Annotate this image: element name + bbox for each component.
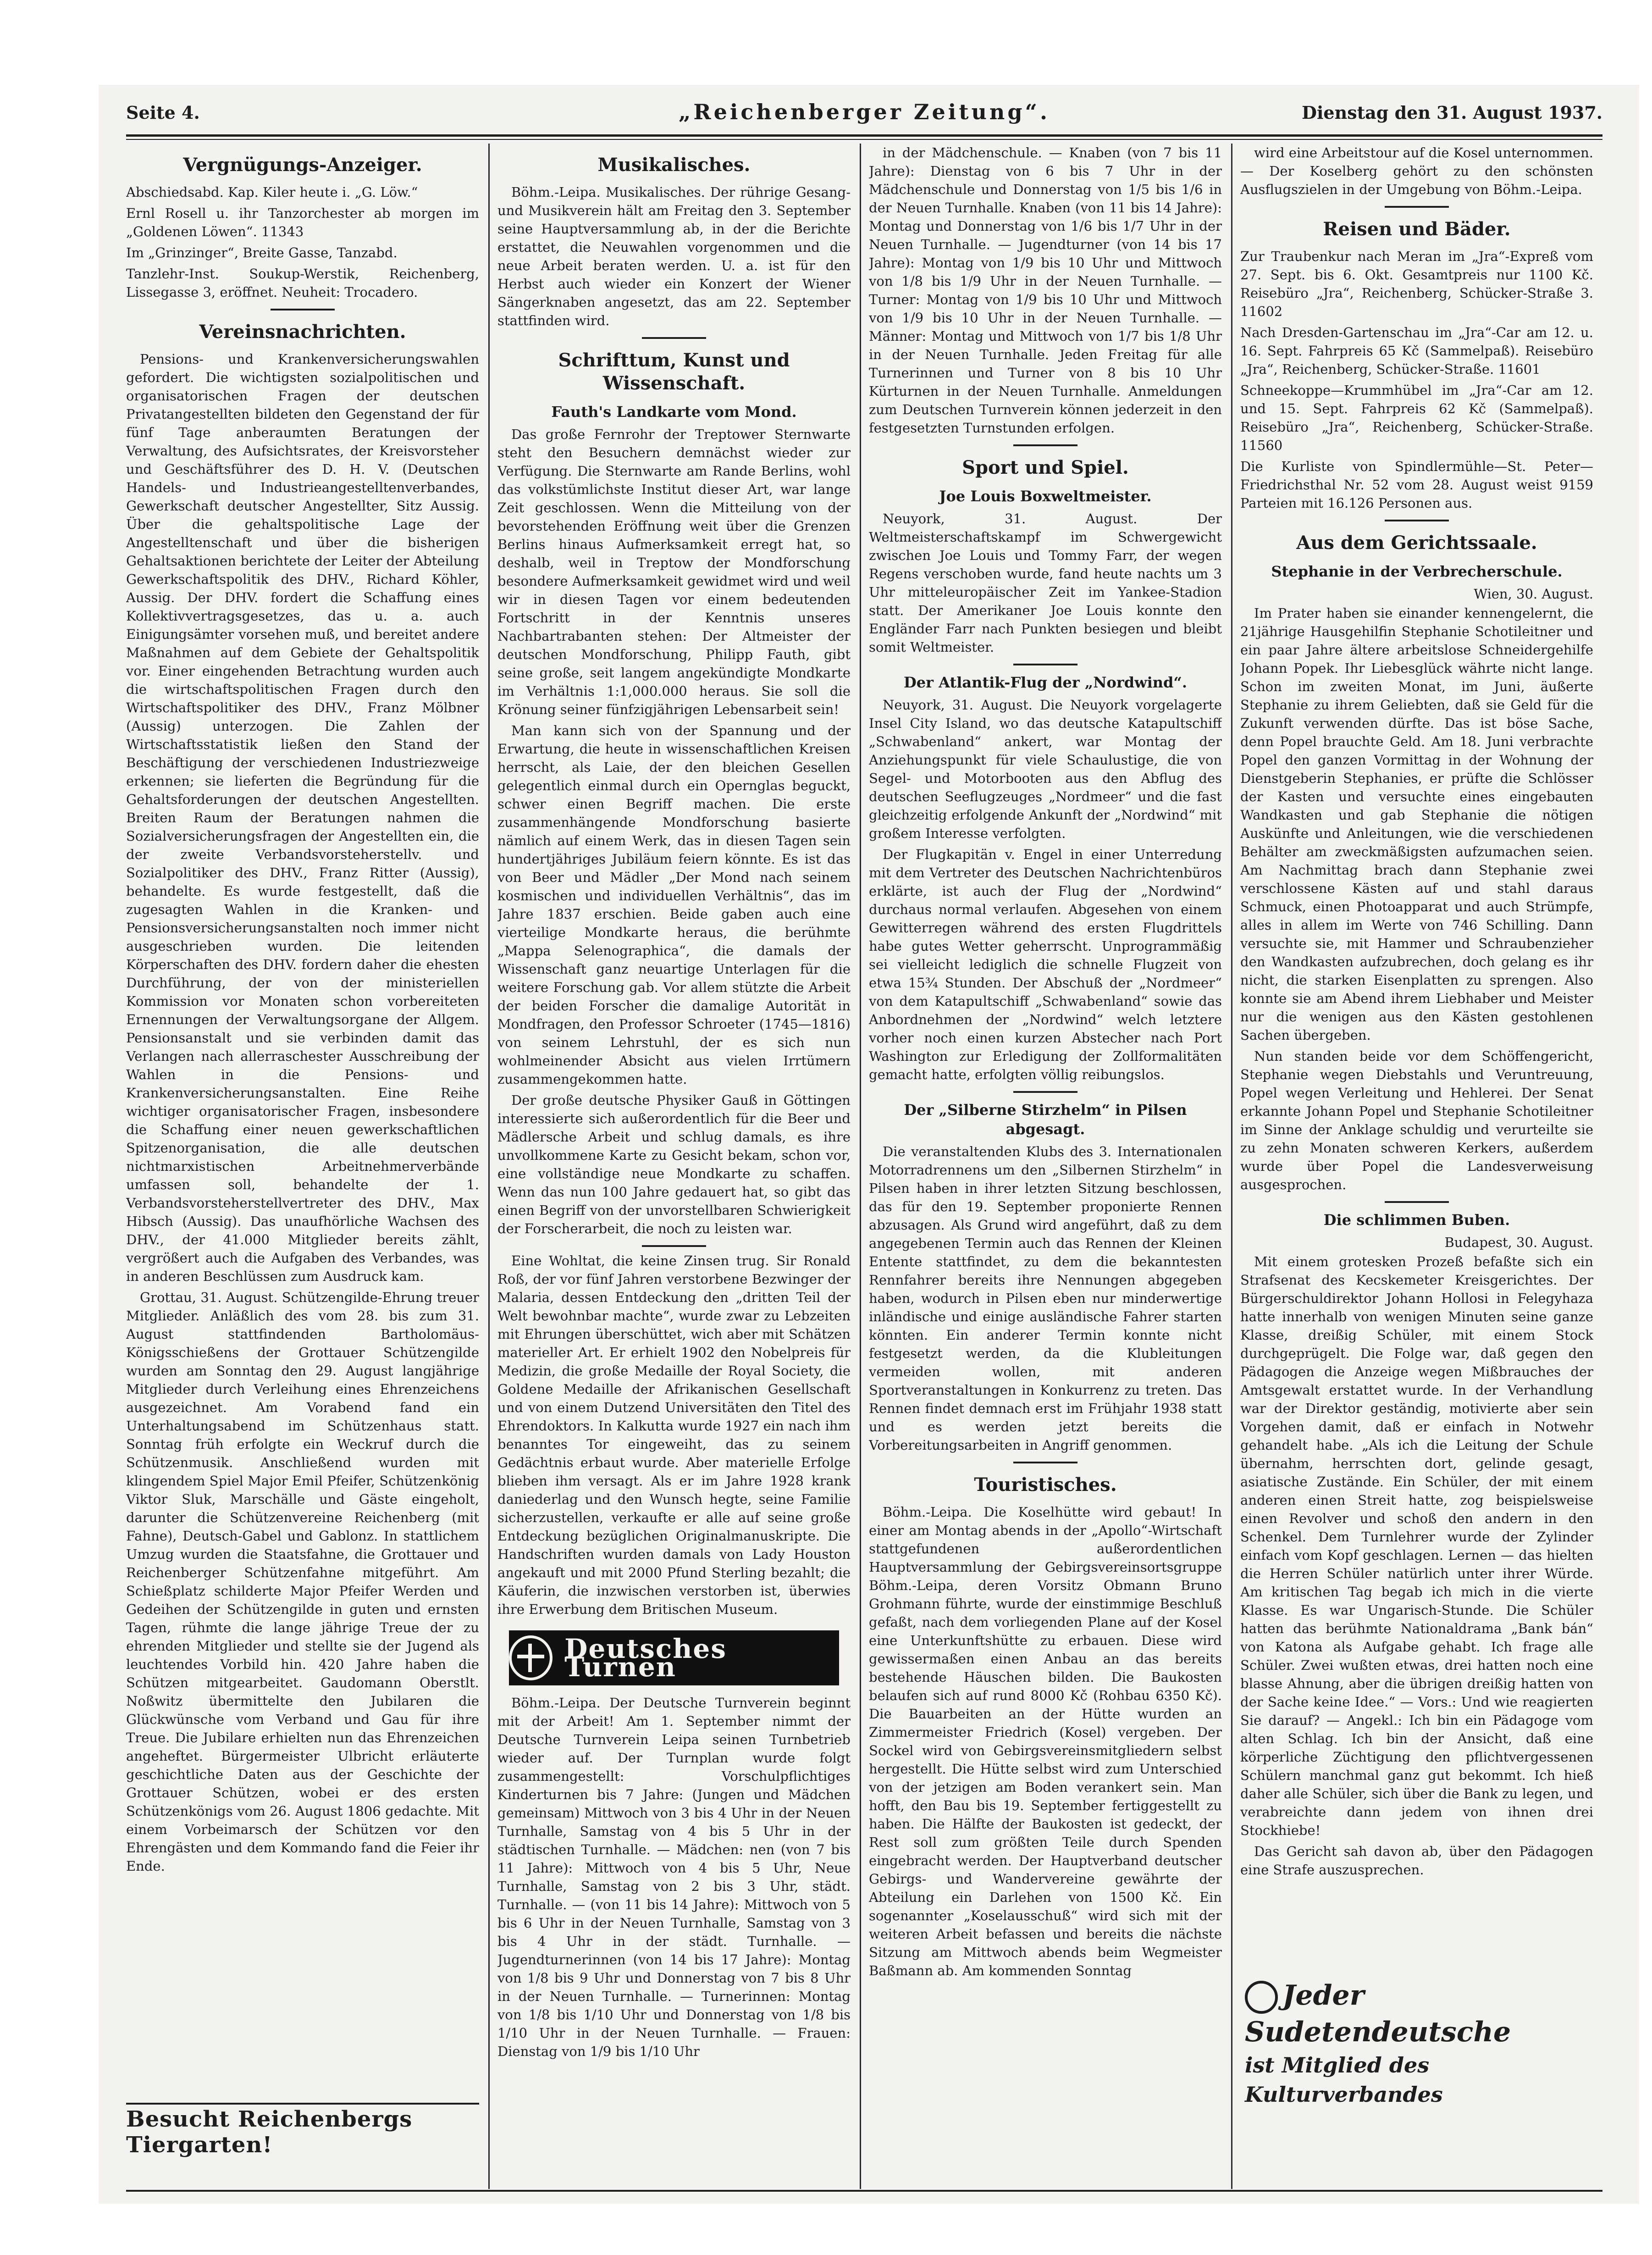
banner-title: Deutsches Turnen <box>564 1633 727 1683</box>
section-separator <box>642 337 706 339</box>
page-number: Seite 4. <box>126 102 200 123</box>
article-paragraph: Grottau, 31. August. Schützengilde-Ehrung treuer Mitglieder. Anläßlich des vom 28. bis zum 31. August stattfindenden Bartholomäus-Königsschießens der Grottauer Schützengilde wurden am Sonntag den 29. August langjährige Mitglieder durch Verleihung eines Ehrenzeichens ausgezeichnet. Am Vorabend fand ein Unterhaltungsabend im Schützenhaus statt. Sonntag früh erfolgte ein Weckruf durch die Schützenmusik. Anschließend wurden mit klingendem Spiel Major Emil Pfeifer, Schützenkönig Viktor Sluk, Marschälle und Gäste eingeholt, darunter die Schützenvereine Reichenberg (mit Fahne), Deutsch-Gabel und Gablonz. In stattlichem Umzug wurden die Staatsfahne, die Grottauer und Reichenberger Schützenfahne mitgeführt. Am Schießplatz schilderte Major Pfeifer Werden und Gedeihen der Schützengilde in guten und ernsten Tagen, rühmte die lange jährige Treue der zu ehrenden Mitglieder und stellte sie der Jugend als leuchtendes Vorbild hin. 420 Jahre haben die Schützen mitgearbeitet. Gaudomann Oberstlt. Noßwitz übermittelte den Jubilaren die Glückwünsche vom Verband und Gau für ihre Treue. Die Jubilare erhielten nun das Ehrenzeichen angeheftet. Bürgermeister Ulbricht erläuterte geschichtliche Daten aus der Geschichte der Grottauer Schützen, wobei er des ersten Schützenkönigs vom 26. August 1806 gedachte. Mit einem Vorbeimarsch der Schützen vor den Ehrengästen und dem Kommando fand die Feier ihr Ende. <box>126 1290 479 1874</box>
section-heading-sport: Sport und Spiel. <box>962 457 1129 478</box>
column-1 <box>126 144 479 2189</box>
column-divider <box>1231 144 1232 2189</box>
article-paragraph: Die veranstaltenden Klubs des 3. Internationalen Motorradrennens um den „Silbernen Stirzhelm“ in Pilsen haben in ihrer letzten Sitzung beschlossen, das für den 19. September proponierte Rennen abzusagen. Als Grund wird angeführt, daß zu dem angegebenen Termin auch das Rennen der Kleinen Entente stattfindet, zu dem die bekanntesten Rennfahrer bereits ihre Nennungen abgegeben haben, wodurch in Pilsen eben nur minderwertige inländische und einige ausländische Fahrer starten könnten. Ein anderer Termin konnte nicht festgesetzt werden, da die Klubleitungen vermeiden wollen, mit anderen Sportveranstaltungen in Konkurrenz zu treten. Das Rennen findet demnach erst im Frühjahr 1938 statt und es werden jetzt bereits die Vorbereitungsarbeiten in Angriff genommen. <box>869 1144 1222 1453</box>
article-paragraph: Das Gericht sah davon ab, über den Pädagogen eine Strafe auszusprechen. <box>1240 1844 1593 1878</box>
classified-line: Schneekoppe—Krummhübel im „Jra“-Car am 12. und 15. Sept. Fahrpreis 62 Kč (Sammelpaß). Reisebüro „Jra“, Reichenberg, Schücker-Straße. 11560 <box>1240 382 1593 453</box>
turner-cross-icon <box>509 1635 553 1680</box>
article-paragraph: Das große Fernrohr der Treptower Sternwarte steht den Besuchern demnächst wieder zur Verfügung. Die Sternwarte am Rande Berlins, wohl das volkstümlichste Institut dieser Art, war lange Zeit geschlossen. Wenn die Mitteilung von der bevorstehenden Eröffnung weit über die Grenzen Berlins hinaus Aufmerksamkeit erregt hat, so deshalb, weil in Treptow der Mondforschung besondere Aufmerksamkeit gewidmet wird und weil wir in diesen Tagen vor einem bedeutenden Fortschritt in der Kenntnis unseres Nachbartrabanten stehen: Der Altmeister der deutschen Mondforschung, Philipp Fauth, gibt seine große, seit langem angekündigte Mondkarte im Verhältnis 1:1,000.000 heraus. Sie soll die Krönung seiner fünfzigjährigen Lebensarbeit sein! <box>497 427 851 717</box>
section-separator <box>1385 206 1449 208</box>
article-paragraph: Nun standen beide vor dem Schöffengericht, Stephanie wegen Diebstahls und Veruntreuung, Popel wegen Verleitung und Hehlerei. Der Senat erkannte Johann Popel und Stephanie Schotileitner im Sinne der Anklage schuldig und verurteilte sie zu zehn Monaten schweren Kerkers, außerdem wurde über Popel die Landesverweisung ausgesprochen. <box>1240 1048 1593 1192</box>
article-paragraph: Man kann sich von der Spannung und der Erwartung, die heute in wissenschaftlichen Kreisen herrscht, als Laie, der den bleichen Gesellen gelegentlich einmal durch ein Opernglas beguckt, schwer einen Begriff machen. Die erste zusammenhängende Mondforschung basierte nämlich auf einem Werk, das in diesen Tagen sein hundertjähriges Jubiläum feiern könnte. Es ist das von Beer und Mädler „Der Mond nach seinem kosmischen und individuellen Verhältnis“, das im Jahre 1837 erschien. Beide gaben auch eine vierteilige Mondkarte heraus, die berühmte „Mappa Selenographica“, die damals der Wissenschaft ganz neuartige Unterlagen für die weitere Forschung gab. Vor allem stützte die Arbeit der beiden Forscher die damalige Autorität in Mondfragen, den Professor Schroeter (1745—1816) von seinem Lehrstuhl, der es sich nun wohlmeinender Absicht aus vielen Irrtümern zusammengekommen hatte. <box>497 723 851 1087</box>
section-heading-reisen: Reisen und Bäder. <box>1323 218 1511 240</box>
emblem-icon <box>1245 1981 1278 2014</box>
article-paragraph: Neuyork, 31. August. Die Neuyork vorgelagerte Insel City Island, wo das deutsche Katapultschiff „Schwabenland“ ankert, war Montag der Anziehungspunkt für viele Schaulustige, die von Segel- und Motorbooten aus den Abflug des deutschen Seeflugzeuges „Nordmeer“ und die fast gleichzeitig erfolgende Ankunft der „Nordwind“ mit großem Interesse verfolgten. <box>869 697 1222 841</box>
section-separator <box>642 1245 706 1247</box>
tiergarten-advertisement: Besucht Reichenbergs Tiergarten! <box>126 2103 479 2160</box>
article-paragraph: Der Flugkapitän v. Engel in einer Unterredung mit dem Vertreter des Deutschen Nachrichtenbüros erklärte, ist auch der Flug der „Nordwind“ durchaus normal verlaufen. Abgesehen von einem Gewitterregen während des ersten Flugdrittels habe gutes Wetter geherrscht. Unprogrammäßig sei vielleicht lediglich die schnelle Flugzeit von etwa 15¾ Stunden. Der Abschuß der „Nordmeer“ von dem Katapultschiff „Schwabenland“ sowie das Anbordnehmen der „Nordwind“ welch letztere vorher noch einen kurzen Abstecher nach Port Washington zur Erledigung der Zollformalitäten gemacht hatte, erfolgten völlig reibungslos. <box>869 847 1222 1082</box>
section-separator <box>1385 520 1449 521</box>
article-paragraph: in der Mädchenschule. — Knaben (von 7 bis 11 Jahre): Dienstag von 6 bis 7 Uhr in der Mädchenschule und Donnerstag von 1/5 bis 1/6 in der Neuen Turnhalle. Knaben (von 11 bis 14 Jahre): Montag und Donnerstag von 1/6 bis 1/7 Uhr in der Neuen Turnhalle. — Jugendturner (von 14 bis 17 Jahre): Montag von 1/9 bis 10 Uhr und Mittwoch von 1/8 bis 1/9 Uhr in der Neuen Turnhalle. — Turner: Montag von 1/9 bis 10 Uhr und Mittwoch von 1/9 bis 10 Uhr in der Neuen Turnhalle. — Männer: Montag und Mittwoch von 1/7 bis 1/8 Uhr in der Neuen Turnhalle. Jeden Freitag für alle Turnerinnen und Turner von 8 bis 10 Uhr Kürturnen in der Neuen Turnhalle. Anmeldungen zum Deutschen Turnverein können jederzeit in den festgesetzten Turnstunden erfolgen. <box>869 145 1222 436</box>
classified-line: Tanzlehr-Inst. Soukup-Werstik, Reichenberg, Lissegasse 3, eröffnet. Neuheit: Trocadero. <box>126 266 479 300</box>
section-separator <box>1013 444 1077 446</box>
article-headline: Stephanie in der Verbrecherschule. <box>1271 563 1563 580</box>
kulturverband-advertisement <box>1245 1979 1593 2107</box>
header-rule-thin <box>126 139 1602 140</box>
dateline: Wien, 30. August. <box>1474 586 1593 602</box>
column-3 <box>869 144 1222 2189</box>
section-heading-vergnuegung: Vergnügungs-Anzeiger. <box>183 154 422 176</box>
section-heading-gericht: Aus dem Gerichtssaale. <box>1296 532 1537 554</box>
kulturverband-line-2: ist Mitglied des Kulturverbandes <box>1245 2053 1443 2107</box>
column-divider <box>860 144 861 2189</box>
header-rule <box>126 134 1602 137</box>
article-headline: Der „Silberne Stirzhelm“ in Pilsen abgesagt. <box>904 1101 1187 1138</box>
article-paragraph: Mit einem grotesken Prozeß befaßte sich ein Strafsenat des Kecskemeter Kreisgerichtes. Der Bürgerschuldirektor Johann Hollosi in Felegyhaza hatte innerhalb von wenigen Minuten seine ganze Klasse, dreißig Schüler, mit einem Stock durchgeprügelt. Die Folge war, daß gegen den Pädagogen die Anzeige wegen Mißbrauches der Amtsgewalt erstattet wurde. In der Verhandlung war der Direktor geständig, motivierte aber sein Vorgehen damit, daß er einfach in Notwehr gehandelt habe. „Als ich die Leitung der Schule übernahm, herrschten dort, gelinde gesagt, asiatische Zustände. Ein Schüler, der mit einem anderen einen Streit hatte, zog beispielsweise einen Revolver und schoß den andern in den Schenkel. Dem Turnlehrer wurde der Zylinder einfach vom Kopf geschlagen. Lernen — das hielten die Herren Schüler natürlich unter ihrer Würde. Am kritischen Tag begab ich mich in die vierte Klasse. Es war Ungarisch-Stunde. Die Schüler hatten das berühmte Nationaldrama „Bank bán“ von Katona als Aufgabe gehabt. Ich frage alle Schüler. Zwei wußten etwas, drei hatten noch eine blasse Ahnung, aber die übrigen dreißig hatten von der Sache keine Idee.“ — Vors.: Und wie reagierten Sie darauf? — Angekl.: Ich bin ein Pädagoge vom alten Schlag. Ich bin der Ansicht, daß eine körperliche Züchtigung den pflichtvergessenen Schülern manchmal ganz gut bekommt. Ich hieß daher alle Schüler, sich über die Bank zu legen, und verabreichte dann jedem von ihnen drei Stockhiebe! <box>1240 1254 1593 1838</box>
classified-line: Im „Grinzinger“, Breite Gasse, Tanzabd. <box>126 245 398 260</box>
article-paragraph: Der große deutsche Physiker Gauß in Göttingen interessierte sich außerordentlich für die Beer und Mädlersche Arbeit und schlug damals, es ihre unvollkommene Karte zu Gesicht bekam, schon vor, eine vollständige neue Mondkarte zu schaffen. Wenn das nun 100 Jahre gedauert hat, so gibt das einen Begriff von der unvorstellbaren Schwierigkeit der Forscherarbeit, die noch zu leisten war. <box>497 1092 851 1236</box>
newspaper-page <box>99 85 1639 2204</box>
section-separator <box>1013 664 1077 665</box>
page-header <box>126 93 1602 134</box>
kulturverband-line-1: Jeder Sudetendeutsche <box>1245 1979 1511 2049</box>
section-separator <box>1013 1462 1077 1463</box>
section-heading-touristik: Touristisches. <box>974 1474 1117 1496</box>
article-headline: Fauth's Landkarte vom Mond. <box>551 403 797 421</box>
issue-date: Dienstag den 31. August 1937. <box>1302 102 1602 123</box>
section-heading-verein: Vereinsnachrichten. <box>199 321 406 343</box>
article-paragraph: Böhm.-Leipa. Musikalisches. Der rührige Gesang- und Musikverein hält am Freitag den 3. September seine Hauptversammlung ab, in der die Berichte erstattet, die Neuwahlen vorgenommen und die neue Arbeit beraten werden. U. a. ist für den Herbst auch wieder ein Konzert der Wiener Sängerknaben angesetzt, das am 22. September stattfinden wird. <box>497 184 851 328</box>
classified-line: Ernl Rosell u. ihr Tanzorchester ab morgen im „Goldenen Löwen“. 11343 <box>126 205 479 239</box>
column-4 <box>1240 144 1593 2189</box>
column-divider <box>488 144 490 2189</box>
article-paragraph: Neuyork, 31. August. Der Weltmeisterschaftskampf im Schwergewicht zwischen Joe Louis und Tommy Farr, der wegen Regens verschoben wurde, fand heute nachts um 3 Uhr mitteleuropäischer Zeit im Yankee-Stadion statt. Der Amerikaner Joe Louis konnte den Engländer Farr nach Punkten besiegen und bleibt somit Weltmeister. <box>869 511 1222 655</box>
article-paragraph: Pensions- und Krankenversicherungswahlen gefordert. Die wichtigsten sozialpolitischen und organisatorischen Fragen der deutschen Privatangestellten bildeten den Gegenstand der für fünf Tage anberaumten Beratungen der Verwaltung, des Aufsichtsrates, der Kreisvorsteher und Geschäftsführer des D. H. V. (Deutschen Handels- und Industrieangestelltenverbandes, Gewerkschaft deutscher Angestellter, Sitz Aussig. Über die gehaltspolitische Lage der Angestelltenschaft und über die bisherigen Gehaltsaktionen berichtete der Leiter der Abteilung Gewerkschaftspolitik des DHV., Richard Köhler, Aussig. Der DHV. fordert die Schaffung eines Kollektivvertragsgesetzes, das u. a. auch Einigungsämter vorsehen muß, und bereitet andere Maßnahmen auf dem Gebiete der Gehaltspolitik vor. Einer eingehenden Betrachtung wurden auch die wirtschaftspolitischen Fragen durch den Wirtschaftspolitiker des DHV., Franz Mölbner (Aussig) unterzogen. Die Zahlen der Wirtschaftsstatistik ließen den Stand der Beschäftigung der verschiedenen Industriezweige erkennen; sie lieferten die Begründung für die Gehaltsforderungen der deutschen Angestellten. Breiten Raum der Beratungen nahmen die Sozialversicherungsfragen der Angestellten ein, die der zweite Verbandsvorsteherstellv. und Sozialpolitiker des DHV., Franz Ritter (Aussig), behandelte. Es wurde festgestellt, daß die zugesagten Wahlen in die Kranken- und Pensionsversicherungsanstalten noch immer nicht ausgeschrieben wurden. Die leitenden Körperschaften des DHV. fordern daher die ehesten Durchführung, der von der ministeriellen Kommission vor Monaten schon vorbereiteten Ernennungen der Verwaltungsorgane der Allgem. Pensionsanstalt und sie verbinden damit das Verlangen nach allerraschester Ausschreibung der Wahlen in die Pensions- und Krankenversicherungsanstalten. Eine Reihe wichtiger organisatorischer Fragen, insbesondere die Schaffung einer neuen gewerkschaftlichen Spitzenorganisation, die alle deutschen nichtmarxistischen Arbeitnehmerverbände umfassen soll, behandelte der 1. Verbandsvorsteherstellvertreter des DHV., Max Hibsch (Aussig). Das unaufhörliche Wachsen des DHV., der 41.000 Mitglieder bereits zählt, vergrößert auch die Aufgaben des Verbandes, was in anderen Beschlüssen zum Ausdruck kam. <box>126 351 479 1284</box>
article-headline: Die schlimmen Buben. <box>1323 1211 1510 1229</box>
masthead-title: „Reichenberger Zeitung“. <box>678 100 1050 124</box>
article-paragraph: wird eine Arbeitstour auf die Kosel unternommen. — Der Koselberg gehört zu den schönsten Ausflugszielen in der Umgebung von Böhm.-Leipa. <box>1240 145 1593 197</box>
article-paragraph: Eine Wohltat, die keine Zinsen trug. Sir Ronald Roß, der vor fünf Jahren verstorbene Bezwinger der Malaria, dessen Entdeckung den „dritten Teil der Welt bewohnbar machte“, wurde zwar zu Lebzeiten mit Ehrungen überschüttet, wich aber mit Schätzen materieller Art. Er erhielt 1902 den Nobelpreis für Medizin, die große Medaille der Royal Society, die Goldene Medaille der Afrikanischen Gesellschaft und von einem Dutzend Universitäten den Titel des Ehrendoktors. In Kalkutta wurde 1927 ein nach ihm benanntes Tor eingeweiht, das zu seinem Gedächtnis erbaut wurde. Aber materielle Erfolge blieben ihm versagt. Als er im Jahre 1928 krank daniederlag und den Wunsch hegte, seine Familie sicherzustellen, verkaufte er alle auf seine große Entdeckung bezüglichen Originalmanuskripte. Die Handschriften wurden damals von Lady Houston angekauft und mit 2000 Pfund Sterling bezahlt; die Käuferin, die inzwischen verstorben ist, überwies ihre Erwerbung dem Britischen Museum. <box>497 1253 851 1617</box>
column-2 <box>497 144 851 2189</box>
article-headline: Joe Louis Boxweltmeister. <box>939 488 1152 505</box>
turnen-banner <box>509 1630 839 1685</box>
dateline: Budapest, 30. August. <box>1444 1235 1593 1250</box>
section-separator <box>1385 1201 1449 1203</box>
section-heading-schrifttum: Schrifttum, Kunst und Wissenschaft. <box>558 349 790 394</box>
section-heading-musik: Musikalisches. <box>597 154 751 176</box>
article-headline: Der Atlantik-Flug der „Nordwind“. <box>904 674 1187 691</box>
section-separator <box>1013 1091 1077 1093</box>
classified-line: Zur Traubenkur nach Meran im „Jra“-Expreß vom 27. Sept. bis 6. Okt. Gesamtpreis nur 1100 Kč. Reisebüro „Jra“, Reichenberg, Schücker-Straße 3. 11602 <box>1240 249 1593 319</box>
classified-line: Abschiedsabd. Kap. Kiler heute i. „G. Löw.“ <box>126 184 418 200</box>
footer-rule <box>126 2190 1602 2192</box>
classified-line: Die Kurliste von Spindlermühle—St. Peter—Friedrichsthal Nr. 52 vom 28. August weist 9159 Parteien mit 16.126 Personen aus. <box>1240 459 1593 511</box>
article-paragraph: Böhm.-Leipa. Die Koselhütte wird gebaut! In einer am Montag abends in der „Apollo“-Wirtschaft stattgefundenen außerordentlichen Hauptversammlung der Gebirgsvereinsortsgruppe Böhm.-Leipa, deren Vorsitz Obmann Bruno Grohmann führte, wurde der einstimmige Beschluß gefaßt, nach dem vorliegenden Plane auf der Kosel eine Unterkunftshütte zu erbauen. Diese wird gewissermaßen einen Anbau an das bereits bestehende Häuschen bilden. Die Baukosten belaufen sich auf rund 8000 Kč (Rohbau 6350 Kč). Die Bauarbeiten an der Hütte wurden an Zimmermeister Friedrich (Kosel) vergeben. Der Sockel wird von Gebirgsvereinsmitgliedern selbst hergestellt. Die Hütte selbst wird zum Unterschied von der jetzigen am Boden verankert sein. Man hofft, den Bau bis 19. September fertiggestellt zu haben. Die Hälfte der Baukosten ist gedeckt, der Rest soll zum größten Teile durch Spenden eingebracht werden. Der Hauptverband deutscher Gebirgs- und Wandervereine gewährte der Abteilung ein Darlehen von 1500 Kč. Ein sogenannter „Koselausschuß“ wird sich mit der weiteren Arbeit befassen und bereits die nächste Sitzung am Mittwoch abends beim Wegmeister Baßmann ab. Am kommenden Sonntag <box>869 1504 1222 1978</box>
article-paragraph: Böhm.-Leipa. Der Deutsche Turnverein beginnt mit der Arbeit! Am 1. September nimmt der Deutsche Turnverein Leipa seinen Turnbetrieb wieder auf. Der Turnplan wurde folgt zusammengestellt: Vorschulpflichtiges Kinderturnen bis 7 Jahre: (Jungen und Mädchen gemeinsam) Mittwoch von 3 bis 4 Uhr in der Neuen Turnhalle, Samstag von 4 bis 5 Uhr in der städtischen Turnhalle. — Mädchen: nen (von 7 bis 11 Jahre): Mittwoch von 4 bis 5 Uhr, Neue Turnhalle, Samstag von 2 bis 3 Uhr, städt. Turnhalle. — (von 11 bis 14 Jahre): Mittwoch von 5 bis 6 Uhr in der Neuen Turnhalle, Samstag von 3 bis 4 Uhr in der städt. Turnhalle. — Jugendturnerinnen (von 14 bis 17 Jahre): Montag von 1/8 bis 9 Uhr und Donnerstag von 7 bis 8 Uhr in der Neuen Turnhalle. — Turnerinnen: Montag von 1/8 bis 1/10 Uhr und Donnerstag von 1/8 bis 1/10 Uhr in der Neuen Turnhalle. — Frauen: Dienstag von 1/9 bis 1/10 Uhr <box>497 1695 851 2059</box>
section-separator <box>271 309 335 310</box>
classified-line: Nach Dresden-Gartenschau im „Jra“-Car am 12. u. 16. Sept. Fahrpreis 65 Kč (Sammelpaß). Reisebüro „Jra“, Reichenberg, Schücker-Straße. 11601 <box>1240 325 1593 377</box>
article-paragraph: Im Prater haben sie einander kennengelernt, die 21jährige Hausgehilfin Stephanie Schotileitner und ein paar Jahre ältere arbeitslose Schneidergehilfe Johann Popek. Ihr Liebesglück währte nicht lange. Schon im zweiten Monat, im Juni, äußerte Stephanie zu ihrem Geliebten, daß sie Geld für die Zukunft verwenden dürfte. Das ist böse Sache, denn Popel brauchte Geld. Am 18. Juni verbrachte Popel den ganzen Vormittag in der Wohnung der Dienstgeberin Stephanies, er prüfte die Schlösser der Kasten und versuchte eines eingebauten Wandkasten und gab Stephanie die nötigen Auskünfte und Anleitungen, wie die verschiedenen Behälter am zweckmäßigsten aufzumachen seien. Am Nachmittag brach dann Stephanie zwei verschlossene Kästen auf und stahl daraus Schmuck, einen Photoapparat und auch Strümpfe, alles in allem im Werte von 746 Schilling. Dann versuchte sie, mit Hammer und Schraubenzieher den Wandkasten aufzubrechen, doch gelang es ihr nicht, die starken Eisenplatten zu sprengen. Also konnte sie am Abend ihrem Liebhaber und Meister nur die wenigen aus den Kästen gestohlenen Sachen übergeben. <box>1240 605 1593 1043</box>
